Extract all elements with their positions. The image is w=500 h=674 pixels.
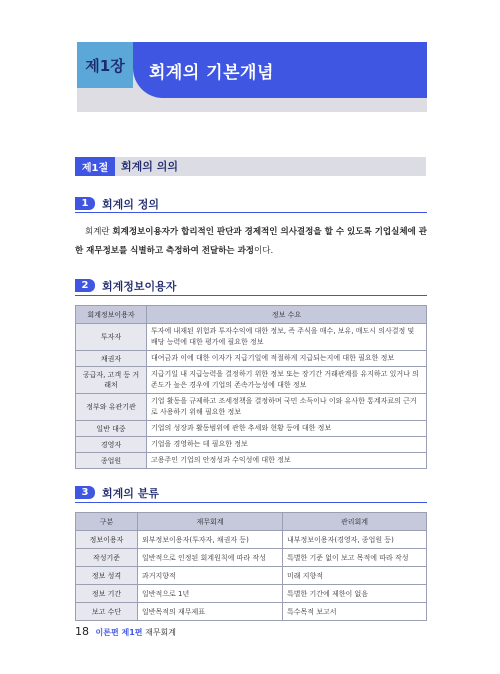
table-row: [76, 324, 427, 351]
subsection-number: 3: [75, 486, 95, 499]
definition-tail: 이다.: [254, 246, 274, 256]
table-row: [76, 394, 427, 421]
need-cell: 투자에 내재된 위험과 투자수익에 대한 정보, 즉 주식을 매수, 보유, 매도시 의사결정 및 배당 능력에 대한 평가에 필요한 정보: [147, 324, 427, 351]
table-header: 재무회계: [138, 513, 283, 531]
subsection-underline: [75, 295, 427, 296]
need-cell: 지급기일 내 지급능력을 결정하기 위한 정보 또는 장기간 거래관계를 유지하고 있거나 의존도가 높은 경우에 기업의 존속가능성에 대한 정보: [147, 367, 427, 394]
section-tag: 제1절: [75, 157, 115, 176]
management-cell: 내부정보이용자(경영자, 종업원 등): [283, 531, 427, 549]
user-cell: 경영자: [76, 437, 147, 453]
chapter-title-box: [133, 42, 427, 98]
definition-lead: 회계란: [85, 227, 113, 237]
table-row: [76, 549, 427, 567]
category-cell: 작성기준: [76, 549, 138, 567]
subsection-title: 회계의 정의: [102, 198, 159, 211]
subsection-title: 회계의 분류: [102, 487, 159, 500]
category-cell: 보고 수단: [76, 603, 138, 621]
table-header: 회계정보이용자: [76, 306, 147, 324]
financial-cell: 일반목적의 재무제표: [138, 603, 283, 621]
book-section: 재무회계: [145, 628, 177, 637]
user-cell: 투자자: [76, 324, 147, 351]
need-cell: 기업을 경영하는 데 필요한 정보: [147, 437, 427, 453]
users-table: [75, 305, 427, 469]
user-cell: 일반 대중: [76, 421, 147, 437]
table-row: [76, 585, 427, 603]
table-row: [76, 367, 427, 394]
management-cell: 특별한 기준 없이 보고 목적에 따라 작성: [283, 549, 427, 567]
user-cell: 종업원: [76, 453, 147, 469]
table-header-row: [76, 306, 427, 324]
category-cell: 정보 성격: [76, 567, 138, 585]
table-row: [76, 531, 427, 549]
chapter-title: 회계의 기본개념: [149, 62, 274, 83]
table-header: 관리회계: [283, 513, 427, 531]
section-title: 회계의 의의: [121, 160, 178, 173]
category-cell: 정보 기간: [76, 585, 138, 603]
page-footer: [75, 625, 176, 638]
subsection-underline: [75, 212, 427, 213]
financial-cell: 외부정보이용자(투자자, 채권자 등): [138, 531, 283, 549]
subsection-title: 회계정보이용자: [102, 280, 177, 293]
financial-cell: 일반적으로 1년: [138, 585, 283, 603]
table-row: [76, 603, 427, 621]
subsection-number: 2: [75, 279, 95, 292]
book-part: 이론편 제1편: [95, 628, 143, 637]
need-cell: 대여금과 이에 대한 이자가 지급기일에 적절하게 지급되는지에 대한 필요한 정보: [147, 351, 427, 367]
need-cell: 기업의 성장과 활동범위에 관한 추세와 현황 등에 대한 정보: [147, 421, 427, 437]
table-header: 정보 수요: [147, 306, 427, 324]
financial-cell: 일반적으로 인정된 회계원칙에 따라 작성: [138, 549, 283, 567]
definition-bold: 회계정보이용자가 합리적인 판단과 경제적인 의사결정을 할 수 있도록 기업실체에 관한 재무정보를 식별하고 측정하여 전달하는 과정: [75, 227, 427, 256]
management-cell: 특별한 기간에 제한이 없음: [283, 585, 427, 603]
page-number: 18: [75, 625, 89, 638]
management-cell: 미래 지향적: [283, 567, 427, 585]
table-row: [76, 453, 427, 469]
table-row: [76, 351, 427, 367]
user-cell: 채권자: [76, 351, 147, 367]
user-cell: 공급자, 고객 등 거래처: [76, 367, 147, 394]
user-cell: 정부와 유관기관: [76, 394, 147, 421]
classification-table: [75, 512, 427, 621]
table-header: 구분: [76, 513, 138, 531]
subsection-number: 1: [75, 197, 95, 210]
subsection-underline: [75, 502, 427, 503]
chapter-tag-label: 제1장: [85, 56, 125, 75]
definition-paragraph: [75, 223, 427, 261]
management-cell: 특수목적 보고서: [283, 603, 427, 621]
chapter-tag: [77, 42, 133, 88]
table-row: [76, 421, 427, 437]
financial-cell: 과거지향적: [138, 567, 283, 585]
table-header-row: [76, 513, 427, 531]
need-cell: 기업 활동을 규제하고 조세정책을 결정하며 국민 소득이나 이와 유사한 통계자료의 근거로 사용하기 위해 필요한 정보: [147, 394, 427, 421]
table-row: [76, 567, 427, 585]
table-row: [76, 437, 427, 453]
need-cell: 고용주인 기업의 안정성과 수익성에 대한 정보: [147, 453, 427, 469]
category-cell: 정보이용자: [76, 531, 138, 549]
